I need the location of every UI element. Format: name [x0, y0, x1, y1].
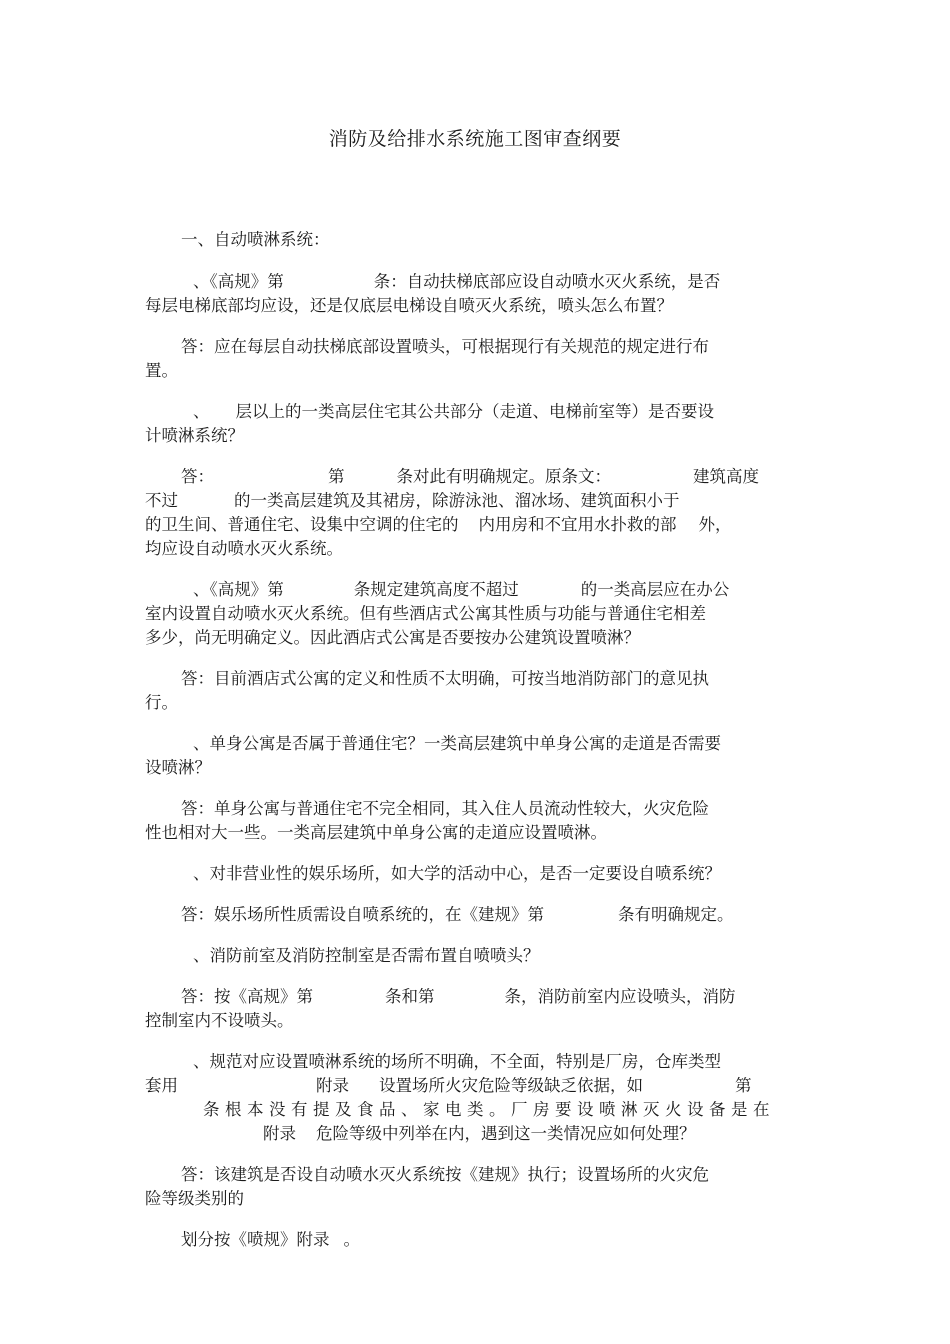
- text-fragment: 、《高规》第: [193, 272, 284, 291]
- text-fragment: 内用房和不宜用水扑救的部: [478, 515, 677, 534]
- text-fragment: 条对此有明确规定。原条文：: [396, 467, 611, 486]
- text-line: [145, 465, 807, 489]
- text-line: [145, 513, 807, 537]
- text-line: 、单身公寓是否属于普通住宅？一类高层建筑中单身公寓的走道是否需要: [193, 734, 721, 753]
- text-line: [145, 578, 807, 602]
- text-line: 多少，尚无明确定义。因此酒店式公寓是否要按办公建筑设置喷淋？: [145, 628, 640, 647]
- text-line: 性也相对大一些。一类高层建筑中单身公寓的走道应设置喷淋。: [145, 823, 607, 842]
- text-fragment: 的卫生间、普通住宅、设集中空调的住宅的: [145, 515, 459, 534]
- section-heading: 一、自动喷淋系统：: [181, 230, 330, 249]
- text-fragment: 条规定建筑高度不超过: [353, 580, 519, 599]
- page-title: 消防及给排水系统施工图审查纲要: [328, 128, 622, 150]
- text-line: 答：目前酒店式公寓的定义和性质不太明确，可按当地消防部门的意见执: [181, 669, 709, 688]
- answer-7-continued: [145, 1228, 807, 1252]
- text-fragment: 建筑高度: [693, 467, 759, 486]
- question-5: [145, 862, 807, 886]
- text-fragment: 套用: [145, 1076, 178, 1095]
- answer-2: [145, 465, 807, 561]
- text-fragment: 附录: [316, 1076, 349, 1095]
- answer-1: [145, 335, 807, 383]
- text-line: [145, 985, 807, 1009]
- text-fragment: 外，: [698, 515, 732, 534]
- text-fragment: 危险等级中列举在内，遇到这一类情况应如何处理？: [316, 1124, 696, 1143]
- question-6: [145, 944, 807, 968]
- text-fragment: 、《高规》第: [193, 580, 284, 599]
- text-line: [145, 400, 807, 424]
- text-line: 、规范对应设置喷淋系统的场所不明确，不全面，特别是厂房，仓库类型: [193, 1052, 721, 1071]
- text-line: 室内设置自动喷水灭火系统。但有些酒店式公寓其性质与功能与普通住宅相差: [145, 604, 706, 623]
- text-fragment: 设置场所火灾危险等级缺乏依据，如: [379, 1076, 643, 1095]
- text-line: 计喷淋系统？: [145, 426, 244, 445]
- text-fragment: 不过: [145, 491, 178, 510]
- text-line: 答：单身公寓与普通住宅不完全相同，其入住人员流动性较大，火灾危险: [181, 799, 709, 818]
- text-fragment: 答：娱乐场所性质需设自喷系统的，在《建规》第: [181, 905, 544, 924]
- text-fragment: 的一类高层应在办公: [580, 580, 730, 599]
- answer-4: [145, 797, 807, 845]
- text-fragment: 条：自动扶梯底部应设自动喷水灭火系统，是否: [373, 272, 721, 291]
- question-4: [145, 732, 807, 780]
- text-line: 行。: [145, 693, 178, 712]
- text-fragment: 划分按《喷规》附录: [181, 1230, 330, 1249]
- question-7: [145, 1050, 807, 1146]
- text-line: [145, 1074, 807, 1098]
- answer-6: [145, 985, 807, 1033]
- question-1: [145, 270, 807, 318]
- text-fragment: 。: [343, 1230, 360, 1249]
- text-line: 条根本没有提及食品、家电类。厂房要设喷淋灭火设备是在: [203, 1100, 775, 1119]
- text-line: [145, 270, 807, 294]
- text-line: 答：应在每层自动扶梯底部设置喷头，可根据现行有关规范的规定进行布: [181, 337, 709, 356]
- text-line: [145, 1228, 807, 1252]
- answer-3: [145, 667, 807, 715]
- text-line: 险等级类别的: [145, 1189, 244, 1208]
- text-line: 置。: [145, 361, 178, 380]
- text-fragment: 答：按《高规》第: [181, 987, 313, 1006]
- text-fragment: 附录: [263, 1124, 296, 1143]
- text-fragment: 的一类高层建筑及其裙房，除游泳池、溜冰场、建筑面积小于: [234, 491, 680, 510]
- text-fragment: 第: [735, 1076, 752, 1095]
- text-fragment: 答：: [181, 467, 214, 486]
- text-line: [145, 903, 807, 927]
- text-line: 均应设自动喷水灭火系统。: [145, 539, 343, 558]
- text-fragment: 层以上的一类高层住宅其公共部分（走道、电梯前室等）是否要设: [235, 402, 714, 421]
- answer-5: [145, 903, 807, 927]
- text-fragment: 第: [328, 467, 345, 486]
- text-fragment: 条有明确规定。: [618, 905, 734, 924]
- answer-7: [145, 1163, 807, 1211]
- text-fragment: 条，消防前室内应设喷头，消防: [504, 987, 736, 1006]
- text-line: 、消防前室及消防控制室是否需布置自喷喷头？: [193, 946, 540, 965]
- question-3: [145, 578, 807, 650]
- text-line: 控制室内不设喷头。: [145, 1011, 294, 1030]
- text-line: [145, 1122, 807, 1146]
- text-fragment: 条和第: [385, 987, 435, 1006]
- text-line: 答：该建筑是否设自动喷水灭火系统按《建规》执行；设置场所的火灾危: [181, 1165, 709, 1184]
- text-line: 、对非营业性的娱乐场所，如大学的活动中心，是否一定要设自喷系统？: [193, 864, 721, 883]
- text-fragment: 、: [193, 402, 210, 421]
- question-2: [145, 400, 807, 448]
- text-line: 设喷淋？: [145, 758, 211, 777]
- text-line: [145, 489, 807, 513]
- text-line: 每层电梯底部均应设，还是仅底层电梯设自喷灭火系统，喷头怎么布置？: [145, 296, 673, 315]
- document-body: [145, 222, 807, 1269]
